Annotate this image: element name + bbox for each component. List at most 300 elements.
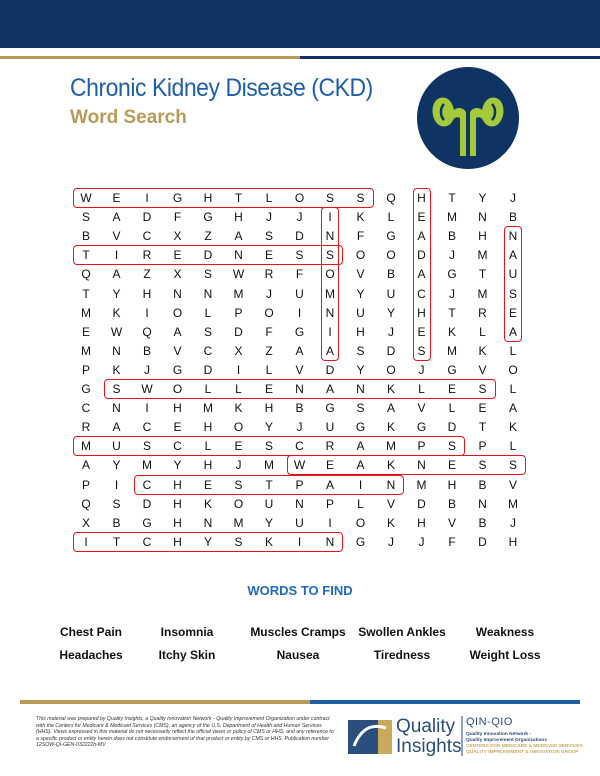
grid-letter: G <box>355 534 366 549</box>
grid-letter: B <box>295 401 304 416</box>
grid-letter: H <box>173 515 182 530</box>
grid-letter: W <box>293 458 306 473</box>
grid-letter: G <box>416 420 427 435</box>
grid-letter: M <box>233 286 244 301</box>
grid-letter: H <box>417 305 426 320</box>
grid-letter: S <box>142 439 151 454</box>
grid-letter: I <box>114 248 119 263</box>
grid-letter: K <box>386 382 395 396</box>
grid-letter: I <box>358 477 363 492</box>
grid-letter: S <box>478 458 487 473</box>
grid-letter: I <box>297 534 302 549</box>
grid-letter: G <box>355 420 366 435</box>
grid-letter: G <box>447 267 457 282</box>
grid-letter: H <box>173 534 182 549</box>
grid-letter: S <box>81 210 90 225</box>
grid-letter: T <box>112 534 121 549</box>
grid-letter: C <box>295 439 304 454</box>
page-subtitle: Word Search <box>70 107 187 128</box>
grid-letter: A <box>325 477 334 492</box>
grid-letter: D <box>203 248 213 263</box>
grid-letter: P <box>234 305 243 320</box>
grid-letter: J <box>418 534 425 549</box>
grid-letter: D <box>295 229 304 244</box>
grid-letter: T <box>448 191 456 205</box>
grid-letter: V <box>173 343 182 358</box>
grid-letter: Z <box>143 267 151 282</box>
grid-letter: I <box>297 305 302 320</box>
grid-letter: Q <box>81 496 91 511</box>
grid-letter: G <box>294 324 305 339</box>
grid-letter: A <box>386 401 395 416</box>
grid-letter: A <box>508 401 517 416</box>
grid-letter: S <box>356 343 365 358</box>
grid-letter: O <box>172 382 183 396</box>
word-chest-pain: Chest Pain <box>59 625 122 639</box>
footer-line-gold <box>20 700 310 704</box>
grid-letter: J <box>449 286 455 301</box>
grid-letter: H <box>203 420 213 435</box>
grid-letter: A <box>81 458 90 473</box>
grid-letter: P <box>417 439 426 454</box>
grid-letter: G <box>142 515 152 530</box>
grid-letter: A <box>356 458 365 473</box>
grid-letter: T <box>478 267 487 282</box>
grid-letter: E <box>478 401 487 416</box>
grid-letter: I <box>114 477 119 492</box>
grid-letter: N <box>478 496 487 511</box>
grid-letter: C <box>142 534 152 549</box>
grid-letter: F <box>173 210 182 225</box>
grid-letter: E <box>417 324 426 339</box>
stripe-gold <box>0 56 300 59</box>
grid-letter: H <box>142 286 152 301</box>
grid-letter: I <box>236 362 241 377</box>
grid-letter: S <box>478 382 487 396</box>
grid-letter: S <box>356 191 365 205</box>
grid-letter: N <box>325 229 335 244</box>
word-itchy-skin: Itchy Skin <box>158 648 216 662</box>
grid-letter: E <box>203 477 212 492</box>
grid-letter: K <box>386 515 395 530</box>
grid-letter: G <box>203 210 213 225</box>
found-word-circle <box>73 436 465 456</box>
grid-letter: V <box>112 229 121 244</box>
grid-letter: N <box>295 496 304 511</box>
grid-letter: U <box>508 267 518 282</box>
grid-letter: X <box>234 343 243 358</box>
grid-letter: N <box>173 286 182 301</box>
grid-letter: B <box>508 210 517 225</box>
grid-letter: E <box>264 382 273 396</box>
grid-letter: S <box>234 534 243 549</box>
grid-letter: I <box>328 210 332 225</box>
grid-letter: T <box>448 305 456 320</box>
grid-letter: O <box>386 248 396 263</box>
grid-letter: C <box>173 439 182 454</box>
grid-letter: M <box>477 248 488 263</box>
word-headaches: Headaches <box>59 648 123 662</box>
grid-letter: Y <box>264 420 273 435</box>
grid-letter: U <box>295 286 304 301</box>
grid-letter: F <box>448 534 456 549</box>
grid-letter: L <box>265 362 273 377</box>
logo-text-quality: Quality <box>396 716 456 737</box>
grid-letter: J <box>510 515 516 530</box>
grid-letter: D <box>417 496 426 511</box>
grid-letter: K <box>264 534 273 549</box>
grid-letter: Q <box>386 191 396 205</box>
grid-letter: A <box>356 439 365 454</box>
grid-letter: K <box>234 401 243 416</box>
grid-letter: L <box>265 191 273 205</box>
grid-letter: D <box>142 210 152 225</box>
grid-letter: W <box>110 324 123 339</box>
grid-letter: N <box>478 210 487 225</box>
grid-letter: C <box>142 477 152 492</box>
grid-letter: S <box>325 248 334 263</box>
grid-letter: P <box>478 439 487 454</box>
grid-letter: K <box>447 324 456 339</box>
grid-letter: L <box>387 210 395 225</box>
word-swollen-ankles: Swollen Ankles <box>358 625 446 639</box>
grid-letter: D <box>386 343 396 358</box>
grid-letter: N <box>325 305 335 320</box>
grid-letter: R <box>81 420 91 435</box>
grid-letter: M <box>416 477 427 492</box>
found-word-circle <box>413 188 431 361</box>
grid-letter: U <box>295 515 304 530</box>
grid-letter: S <box>264 439 273 454</box>
grid-letter: W <box>232 267 245 282</box>
grid-letter: J <box>266 210 272 225</box>
grid-letter: K <box>508 420 517 435</box>
grid-letter: O <box>325 267 335 282</box>
grid-letter: N <box>112 401 121 416</box>
grid-letter: L <box>509 343 517 358</box>
logo-divider <box>461 716 463 756</box>
grid-letter: O <box>355 515 366 530</box>
grid-letter: M <box>203 401 213 416</box>
grid-letter: E <box>447 458 456 473</box>
grid-letter: S <box>203 324 212 339</box>
grid-letter: B <box>112 515 121 530</box>
grid-letter: C <box>81 401 91 416</box>
grid-letter: D <box>234 324 243 339</box>
grid-letter: M <box>81 343 91 358</box>
grid-letter: W <box>141 382 153 396</box>
grid-letter: N <box>356 382 365 396</box>
grid-letter: E <box>508 305 517 320</box>
grid-letter: H <box>203 191 213 205</box>
grid-letter: D <box>447 420 457 435</box>
grid-letter: V <box>386 496 395 511</box>
grid-letter: J <box>296 210 303 225</box>
qin-line-1: Quality Innovation Network - <box>466 732 532 737</box>
grid-letter: K <box>386 458 395 473</box>
grid-letter: M <box>325 286 335 301</box>
grid-letter: L <box>509 439 517 454</box>
grid-letter: S <box>508 286 517 301</box>
found-word-circle <box>73 245 343 265</box>
grid-letter: P <box>81 477 90 492</box>
grid-letter: C <box>142 229 152 244</box>
grid-letter: O <box>294 191 305 205</box>
grid-letter: G <box>447 362 457 377</box>
grid-letter: L <box>479 324 486 339</box>
grid-letter: S <box>447 439 456 454</box>
grid-letter: M <box>447 343 457 358</box>
grid-letter: J <box>266 286 272 301</box>
grid-letter: M <box>233 515 244 530</box>
grid-letter: J <box>510 191 516 205</box>
grid-letter: E <box>417 210 426 225</box>
grid-letter: L <box>204 305 212 320</box>
grid-letter: T <box>265 477 273 492</box>
grid-letter: F <box>265 324 273 339</box>
qin-line-4: QUALITY IMPROVEMENT & INNOVATION GROUP <box>466 750 579 755</box>
grid-letter: B <box>478 515 487 530</box>
grid-letter: A <box>417 267 426 282</box>
grid-letter: A <box>325 382 334 396</box>
grid-letter: C <box>417 286 426 301</box>
grid-letter: B <box>142 343 151 358</box>
grid-letter: H <box>173 496 182 511</box>
quality-insights-logo-icon <box>348 716 392 756</box>
grid-letter: S <box>112 382 121 396</box>
grid-letter: D <box>478 534 487 549</box>
grid-letter: M <box>142 458 152 473</box>
grid-letter: H <box>356 324 365 339</box>
kidney-icon <box>416 66 520 170</box>
top-banner <box>0 0 600 48</box>
grid-letter: C <box>142 420 152 435</box>
grid-letter: A <box>508 324 517 339</box>
grid-letter: H <box>173 401 182 416</box>
grid-letter: L <box>235 382 242 396</box>
grid-letter: K <box>112 362 121 377</box>
grid-letter: G <box>172 362 183 377</box>
grid-letter: L <box>509 382 517 396</box>
found-word-circle <box>73 532 343 552</box>
grid-letter: D <box>203 362 213 377</box>
grid-letter: J <box>235 458 242 473</box>
grid-letter: Y <box>386 305 395 320</box>
grid-letter: N <box>386 477 396 492</box>
grid-letter: J <box>388 324 394 339</box>
grid-letter: N <box>234 248 243 263</box>
grid-letter: E <box>325 458 334 473</box>
grid-letter: N <box>112 343 121 358</box>
grid-letter: M <box>477 286 488 301</box>
grid-letter: J <box>418 362 425 377</box>
grid-letter: M <box>81 305 91 320</box>
grid-letter: D <box>325 362 335 377</box>
grid-letter: O <box>355 248 366 263</box>
grid-letter: H <box>478 229 487 244</box>
page-title: Chronic Kidney Disease (CKD) <box>70 74 373 102</box>
grid-letter: Y <box>112 286 121 301</box>
grid-letter: I <box>84 534 88 549</box>
grid-letter: A <box>325 343 334 358</box>
grid-letter: S <box>112 496 121 511</box>
grid-letter: D <box>142 496 152 511</box>
found-word-circle <box>504 226 522 342</box>
grid-letter: Y <box>356 362 365 377</box>
grid-letter: S <box>417 343 426 358</box>
grid-letter: F <box>356 229 365 244</box>
grid-letter: M <box>508 496 518 511</box>
grid-letter: Y <box>112 458 121 473</box>
grid-letter: E <box>173 248 182 263</box>
grid-letter: O <box>233 496 244 511</box>
found-word-circle <box>134 475 404 495</box>
grid-letter: Y <box>356 286 365 301</box>
grid-letter: K <box>203 496 212 511</box>
word-weight-loss: Weight Loss <box>469 648 541 662</box>
found-word-circle <box>104 379 496 399</box>
grid-letter: Q <box>142 324 152 339</box>
grid-letter: N <box>325 534 335 549</box>
grid-letter: G <box>325 401 335 416</box>
found-word-circle <box>73 188 374 208</box>
grid-letter: A <box>295 343 304 358</box>
logo-text-insights: Insights <box>396 736 462 757</box>
grid-letter: G <box>172 191 183 205</box>
grid-letter: E <box>447 382 456 396</box>
grid-letter: Q <box>81 267 91 282</box>
grid-letter: T <box>82 286 90 301</box>
grid-letter: S <box>508 458 517 473</box>
grid-letter: H <box>447 477 457 492</box>
grid-letter: B <box>386 267 395 282</box>
grid-letter: U <box>325 420 335 435</box>
grid-letter: G <box>386 229 396 244</box>
grid-letter: R <box>478 305 487 320</box>
grid-letter: L <box>204 439 212 454</box>
grid-letter: N <box>203 286 213 301</box>
grid-letter: O <box>233 420 244 435</box>
grid-letter: P <box>295 477 304 492</box>
word-insomnia: Insomnia <box>160 625 214 639</box>
grid-letter: A <box>508 248 517 263</box>
grid-letter: H <box>508 534 518 549</box>
grid-letter: Z <box>265 343 273 358</box>
grid-letter: X <box>173 229 182 244</box>
grid-letter: B <box>447 496 456 511</box>
word-tiredness: Tiredness <box>373 648 431 662</box>
disclaimer-text: This material was prepared by Quality Insights, a Quality Innovation Network - Quality Improvement Organization under contract with the Centers for Medicare & Medicaid Services (CMS), an agency of the U.S. Department of Health and Human Services (HHS). Views expressed in this material do not necessarily reflect the official views or policy of CMS or HHS, and any reference to a specific product or entity herein does not constitute endorsement of that product or entity by CMS or HHS. Publication number 12SOW-QI-GEN-032222h-MV <box>36 716 334 749</box>
grid-letter: N <box>295 382 304 396</box>
grid-letter: M <box>386 439 396 454</box>
grid-letter: S <box>264 229 273 244</box>
qin-line-3: CENTERS FOR MEDICARE & MEDICAID SERVICES <box>466 744 583 749</box>
grid-letter: J <box>144 362 150 377</box>
grid-letter: Y <box>203 534 212 549</box>
grid-letter: B <box>447 229 456 244</box>
grid-letter: A <box>112 267 121 282</box>
grid-letter: L <box>448 401 456 416</box>
grid-letter: S <box>356 401 365 416</box>
grid-letter: V <box>478 362 487 377</box>
grid-letter: L <box>418 382 425 396</box>
grid-letter: I <box>328 515 332 530</box>
words-to-find-heading: WORDS TO FIND <box>247 583 353 598</box>
grid-letter: G <box>81 382 91 396</box>
grid-letter: O <box>264 305 274 320</box>
grid-letter: Y <box>478 191 487 205</box>
grid-letter: H <box>417 191 426 205</box>
word-weakness: Weakness <box>475 625 535 639</box>
grid-letter: A <box>112 210 121 225</box>
word-muscles-cramps: Muscles Cramps <box>250 625 346 639</box>
grid-letter: I <box>145 305 149 320</box>
grid-letter: N <box>508 229 518 244</box>
grid-letter: T <box>478 420 487 435</box>
grid-letter: S <box>295 248 304 263</box>
grid-letter: I <box>145 401 149 416</box>
grid-letter: E <box>234 439 243 454</box>
grid-letter: P <box>81 362 90 377</box>
grid-letter: V <box>508 477 517 492</box>
grid-letter: A <box>234 229 243 244</box>
grid-letter: J <box>296 420 303 435</box>
grid-letter: C <box>203 343 213 358</box>
grid-letter: K <box>112 305 121 320</box>
grid-letter: W <box>80 191 92 205</box>
qin-qio-label: QIN-QIO <box>466 716 513 728</box>
found-word-circle <box>321 207 339 361</box>
grid-letter: V <box>295 362 304 377</box>
grid-letter: L <box>204 382 212 396</box>
grid-letter: X <box>173 267 182 282</box>
grid-letter: E <box>173 420 182 435</box>
grid-letter: M <box>264 458 274 473</box>
footer-line-blue <box>310 700 580 704</box>
grid-letter: E <box>264 248 273 263</box>
grid-letter: R <box>142 248 152 263</box>
grid-letter: Y <box>173 458 182 473</box>
grid-letter: V <box>356 267 365 282</box>
grid-letter: B <box>478 477 487 492</box>
grid-letter: H <box>264 401 274 416</box>
grid-letter: K <box>478 343 487 358</box>
grid-letter: B <box>81 229 90 244</box>
grid-letter: U <box>386 286 396 301</box>
grid-letter: I <box>145 191 149 205</box>
grid-letter: Y <box>264 515 273 530</box>
grid-letter: A <box>173 324 182 339</box>
word-nausea: Nausea <box>276 648 320 662</box>
grid-letter: H <box>203 458 213 473</box>
grid-letter: N <box>203 515 213 530</box>
grid-letter: T <box>234 191 243 205</box>
grid-letter: R <box>264 267 274 282</box>
grid-letter: J <box>449 248 455 263</box>
grid-letter: S <box>325 191 334 205</box>
qin-line-2: Quality Improvement Organizations <box>466 738 548 743</box>
grid-letter: A <box>417 229 426 244</box>
grid-letter: I <box>328 324 332 339</box>
grid-letter: K <box>356 210 365 225</box>
grid-letter: N <box>417 458 426 473</box>
grid-letter: J <box>388 534 394 549</box>
grid-letter: S <box>234 477 243 492</box>
grid-letter: Z <box>204 229 212 244</box>
grid-letter: M <box>447 210 457 225</box>
grid-letter: E <box>112 191 121 205</box>
found-word-circle <box>287 455 527 475</box>
